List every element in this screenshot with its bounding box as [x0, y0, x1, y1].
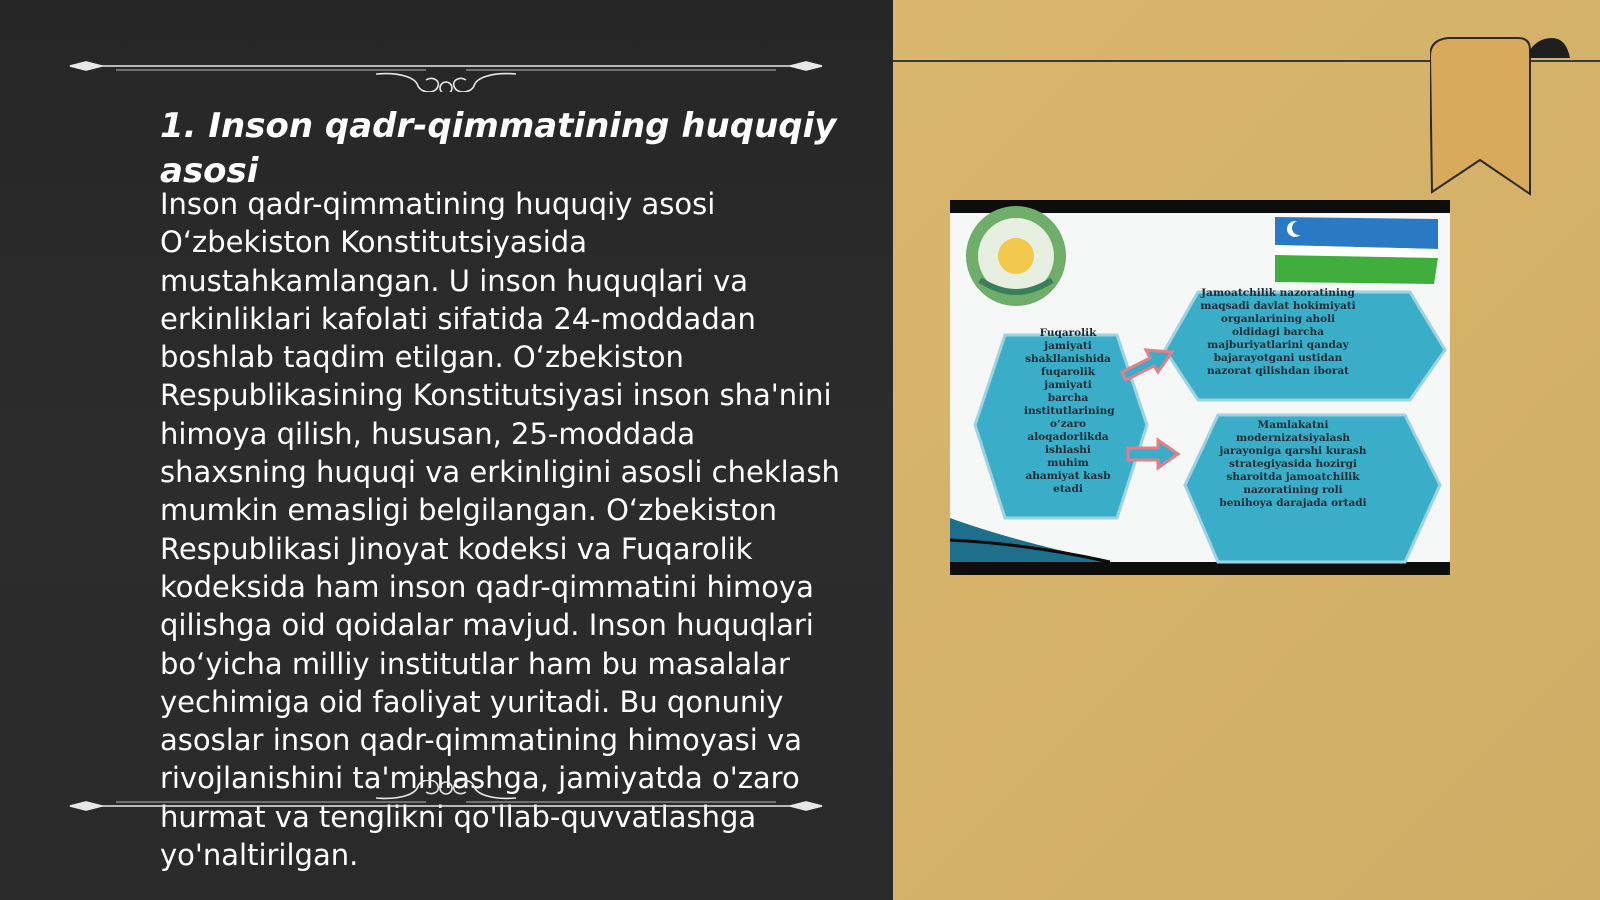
national-emblem-icon	[966, 206, 1066, 306]
right-top-hexagon-text: Jamoatchilik nazoratining maqsadi davlat hokimiyati organlarining aholi oldidagi barcha majburiyatlarini qanday bajarayotgani ustidan nazorat qilishdan iborat	[1200, 287, 1356, 377]
right-bottom-hexagon-text: Mamlakatni modernizatsiyalash jarayoniga qarshi kurash strategiyasida hozirgi sharoitda jamoatchilik nazoratining roli benihoya darajada ortadi	[1219, 419, 1367, 509]
bookmark-ribbon-icon	[1430, 36, 1590, 198]
embedded-slide-image	[950, 200, 1450, 575]
slide-title: 1. Inson qadr-qimmatining huquqiy asosi	[160, 106, 837, 191]
slide-body-text: Inson qadr-qimmatining huquqiy asosi O‘zbekiston Konstitutsiyasida mustahkamlangan. U inson huquqlari va erkinliklari kafolati sifatida 24-moddadan boshlab taqdim etilgan. O‘zbekiston Respublikasining Konstitutsiyasi inson sha'nini himoya qilish, hususan, 25-moddada shaxsning huquqi va erkinligini asosli cheklash mumkin emasligi belgilangan. O‘zbekiston Respublikasi Jinoyat kodeksi va Fuqarolik kodeksida ham inson qadr-qimmatini himoya qilishga oid qoidalar mavjud. Inson huquqlari bo‘yicha milliy institutlar ham bu masalalar yechimiga oid faoliyat yuritadi. Bu qonuniy asoslar inson qadr-qimmatining himoyasi va rivojlanishini ta'minlashga, jamiyatda o'zaro hurmat va tenglikni qo'llab-quvvatlashga yo'naltirilgan.	[160, 187, 840, 873]
bottom-ornament-icon	[66, 780, 826, 830]
top-ornament-icon	[66, 42, 826, 92]
left-hexagon-text: Fuqarolik jamiyati shakllanishida fuqarolik jamiyati barcha institutlarining o‘zaro aloqadorlikda ishlashi muhim ahamiyat kasb etadi	[1024, 327, 1115, 495]
uzbekistan-flag-icon	[1275, 217, 1438, 284]
